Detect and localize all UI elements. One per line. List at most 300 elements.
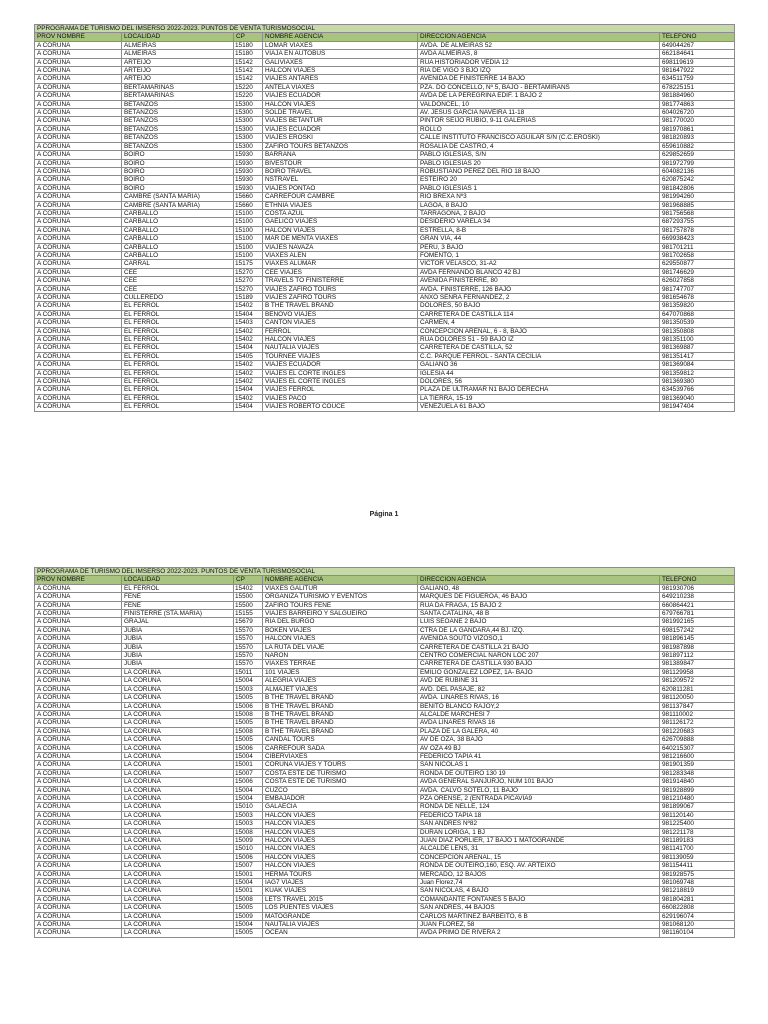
province-cell: A CORUÑA [35, 828, 122, 836]
agency-name-cell: VIAXES ALEN [263, 251, 418, 259]
table-row [35, 929, 735, 937]
table-row [35, 702, 735, 710]
column-header: PROV NOMBRE [35, 33, 122, 41]
table-row [35, 134, 735, 142]
address-cell: PERU, 3 BAJO [418, 243, 660, 251]
locality-cell: CARBALLO [122, 251, 234, 259]
province-cell: A CORUÑA [35, 403, 122, 411]
address-cell: CONCEPCIÓN ARENAL, 6 - 8, BAJO [418, 327, 660, 335]
province-cell: A CORUÑA [35, 887, 122, 895]
province-cell: A CORUÑA [35, 685, 122, 693]
table-row [35, 92, 735, 100]
table-row [35, 710, 735, 718]
table-row [35, 184, 735, 192]
phone-cell: 981901359 [660, 761, 735, 769]
postal-code-cell: 15402 [234, 394, 263, 402]
postal-code-cell: 15001 [234, 887, 263, 895]
province-cell: A CORUÑA [35, 668, 122, 676]
table-row [35, 109, 735, 117]
province-cell: A CORUÑA [35, 618, 122, 626]
postal-code-cell: 15570 [234, 660, 263, 668]
locality-cell: LA CORUÑA [122, 786, 234, 794]
phone-cell: 981369887 [660, 344, 735, 352]
phone-cell: 981216600 [660, 752, 735, 760]
table-row [35, 643, 735, 651]
phone-cell: 981154411 [660, 862, 735, 870]
phone-cell: 981899067 [660, 803, 735, 811]
phone-cell: 981774863 [660, 100, 735, 108]
province-cell: A CORUÑA [35, 125, 122, 133]
province-cell: A CORUÑA [35, 75, 122, 83]
agency-name-cell: ETHNIA VIAJES [263, 201, 418, 209]
postal-code-cell: 15100 [234, 243, 263, 251]
province-cell: A CORUÑA [35, 744, 122, 752]
postal-code-cell: 15570 [234, 626, 263, 634]
postal-code-cell: 15402 [234, 369, 263, 377]
table-row [35, 837, 735, 845]
postal-code-cell: 15175 [234, 260, 263, 268]
address-cell: CARRETERA DE CASTILLA 930 BAJO [418, 660, 660, 668]
postal-code-cell: 15402 [234, 302, 263, 310]
postal-code-cell: 15100 [234, 251, 263, 259]
address-cell: CARRETERA DE CASTILLA 114 [418, 310, 660, 318]
agency-name-cell: VIAJES BETANTUR [263, 117, 418, 125]
locality-cell: FENE [122, 593, 234, 601]
phone-cell: 698157242 [660, 626, 735, 634]
agency-name-cell: VIAJES EROSKI [263, 134, 418, 142]
table-row [35, 895, 735, 903]
locality-cell: LA CORUÑA [122, 702, 234, 710]
agency-name-cell: HALCON VIAJES [263, 862, 418, 870]
agency-name-cell: VIAJES EL CORTE INGLES [263, 378, 418, 386]
agency-name-cell: HALCON VIAJES [263, 635, 418, 643]
locality-cell: LA CORUÑA [122, 929, 234, 937]
table-row [35, 618, 735, 626]
postal-code-cell: 15402 [234, 327, 263, 335]
locality-cell: EL FERROL [122, 584, 234, 592]
address-cell: FEDERICO TAPIA 41 [418, 752, 660, 760]
address-cell: CONCEPCION ARENAL, 15 [418, 853, 660, 861]
column-header: TELEFONO [660, 576, 735, 584]
locality-cell: LA CORUÑA [122, 811, 234, 819]
province-cell: A CORUÑA [35, 117, 122, 125]
locality-cell: FENE [122, 601, 234, 609]
phone-cell: 981701211 [660, 243, 735, 251]
table-row [35, 58, 735, 66]
postal-code-cell: 15100 [234, 226, 263, 234]
agency-name-cell: COSTA ESTE DE TURISMO [263, 769, 418, 777]
address-cell: ALCALDE MARCHESI 7 [418, 710, 660, 718]
table-row [35, 41, 735, 49]
table-row [35, 761, 735, 769]
agency-name-cell: VIAJES ECUADOR [263, 361, 418, 369]
agency-name-cell: BENOVO VIAJES [263, 310, 418, 318]
province-cell: A CORUÑA [35, 820, 122, 828]
postal-code-cell: 15100 [234, 235, 263, 243]
locality-cell: LA CORUÑA [122, 710, 234, 718]
locality-cell: LA CORUÑA [122, 912, 234, 920]
address-cell: CARMEN, 4 [418, 319, 660, 327]
locality-cell: CEE [122, 268, 234, 276]
locality-cell: LA CORUÑA [122, 879, 234, 887]
address-cell: LUIS SEOANE 2 BAJO [418, 618, 660, 626]
table-row [35, 677, 735, 685]
province-cell: A CORUÑA [35, 702, 122, 710]
table-row [35, 83, 735, 91]
locality-cell: EL FERROL [122, 361, 234, 369]
phone-cell: 649044267 [660, 41, 735, 49]
locality-cell: BOIRO [122, 167, 234, 175]
phone-cell: 660864421 [660, 601, 735, 609]
postal-code-cell: 15300 [234, 125, 263, 133]
phone-cell: 981747707 [660, 285, 735, 293]
postal-code-cell: 15007 [234, 769, 263, 777]
agency-name-cell: VIAJES NAVAZA [263, 243, 418, 251]
phone-cell: 662184641 [660, 50, 735, 58]
address-cell: ESTRELLA, 8-B [418, 226, 660, 234]
address-cell: DOLORES, 56 [418, 378, 660, 386]
province-cell: A CORUÑA [35, 895, 122, 903]
province-cell: A CORUÑA [35, 327, 122, 335]
province-cell: A CORUÑA [35, 235, 122, 243]
agency-name-cell: VIAXES ALUMAR [263, 260, 418, 268]
province-cell: A CORUÑA [35, 378, 122, 386]
agency-name-cell: VIAJES ECUADOR [263, 92, 418, 100]
phone-cell: 981160104 [660, 929, 735, 937]
province-cell: A CORUÑA [35, 41, 122, 49]
province-cell: A CORUÑA [35, 794, 122, 802]
agency-name-cell: HALCON VIAJES [263, 100, 418, 108]
postal-code-cell: 15005 [234, 694, 263, 702]
phone-cell: 981702658 [660, 251, 735, 259]
postal-code-cell: 15404 [234, 386, 263, 394]
table-row [35, 794, 735, 802]
province-cell: A CORUÑA [35, 243, 122, 251]
postal-code-cell: 15100 [234, 209, 263, 217]
locality-cell: CAMBRE (SANTA MARIA) [122, 193, 234, 201]
locality-cell: LA CORUÑA [122, 761, 234, 769]
postal-code-cell: 15004 [234, 752, 263, 760]
locality-cell: EL FERROL [122, 369, 234, 377]
agency-name-cell: SOLDE TRAVEL [263, 109, 418, 117]
table-title: PPROGRAMA DE TURISMO DEL IMSERSO 2022-2023. PUNTOS DE VENTA TURISMOSOCIAL [35, 568, 735, 576]
address-cell: AVDA ALMEIRAS, 8 [418, 50, 660, 58]
postal-code-cell: 15004 [234, 794, 263, 802]
locality-cell: LA CORUÑA [122, 752, 234, 760]
agency-name-cell: VIAJES ROBERTO COUCE [263, 403, 418, 411]
postal-code-cell: 15010 [234, 845, 263, 853]
address-cell: PABLO IGLESIAS 1 [418, 184, 660, 192]
page-footer: Página 1 [369, 511, 399, 518]
phone-cell: 629196074 [660, 912, 735, 920]
agency-name-cell: 101 VIAJES [263, 668, 418, 676]
locality-cell: BERTAMARINAS [122, 83, 234, 91]
postal-code-cell: 15180 [234, 41, 263, 49]
phone-cell: 981987898 [660, 643, 735, 651]
province-cell: A CORUÑA [35, 803, 122, 811]
locality-cell: LA CORUÑA [122, 870, 234, 878]
address-cell: CTRA DE LA GÁNDARA,44 BJ. IZQ. [418, 626, 660, 634]
agency-name-cell: COSTA ESTE DE TURISMO [263, 778, 418, 786]
table-row [35, 209, 735, 217]
locality-cell: LA CORUÑA [122, 820, 234, 828]
phone-cell: 649210238 [660, 593, 735, 601]
address-cell: AVENIDA DE FINISTERRE 14 BAJO [418, 75, 660, 83]
province-cell: A CORUÑA [35, 109, 122, 117]
province-cell: A CORUÑA [35, 319, 122, 327]
agency-name-cell: RIA DEL BURGO [263, 618, 418, 626]
address-cell: IGLESIA 44 [418, 369, 660, 377]
address-cell: AV DE OZA, 38 BAJO [418, 736, 660, 744]
postal-code-cell: 15403 [234, 319, 263, 327]
postal-code-cell: 15142 [234, 67, 263, 75]
province-cell: A CORUÑA [35, 853, 122, 861]
phone-cell: 981141700 [660, 845, 735, 853]
phone-cell: 679766781 [660, 610, 735, 618]
address-cell: Juan Florez,74 [418, 879, 660, 887]
locality-cell: BETANZOS [122, 142, 234, 150]
agency-name-cell: VIAJES EL CORTE INGLES [263, 369, 418, 377]
locality-cell: ARTEIJO [122, 75, 234, 83]
address-cell: ROLLO [418, 125, 660, 133]
phone-cell: 981351100 [660, 336, 735, 344]
province-cell: A CORUÑA [35, 652, 122, 660]
locality-cell: JUBIA [122, 643, 234, 651]
phone-cell: 634511759 [660, 75, 735, 83]
province-cell: A CORUÑA [35, 769, 122, 777]
postal-code-cell: 15008 [234, 828, 263, 836]
locality-cell: EL FERROL [122, 302, 234, 310]
province-cell: A CORUÑA [35, 260, 122, 268]
phone-cell: 981928575 [660, 870, 735, 878]
address-cell: DOLORES, 50 BAJO [418, 302, 660, 310]
table-row [35, 853, 735, 861]
province-cell: A CORUÑA [35, 870, 122, 878]
locality-cell: LA CORUÑA [122, 853, 234, 861]
address-cell: DESIDERIO VARELA 34 [418, 218, 660, 226]
locality-cell: EL FERROL [122, 327, 234, 335]
address-cell: SAN ANDRES, 44 BAJOS [418, 904, 660, 912]
phone-cell: 981654678 [660, 294, 735, 302]
province-cell: A CORUÑA [35, 601, 122, 609]
table-row [35, 125, 735, 133]
address-cell: ANXO SENRA FERNANDEZ, 2 [418, 294, 660, 302]
address-cell: SAN ANDRES Nº82 [418, 820, 660, 828]
phone-cell: 981359820 [660, 302, 735, 310]
agency-name-cell: GALIVIAXES [263, 58, 418, 66]
address-cell: COMANDANTE FONTANES 5 BAJO [418, 895, 660, 903]
locality-cell: LA CORUÑA [122, 744, 234, 752]
table-row [35, 394, 735, 402]
postal-code-cell: 15003 [234, 685, 263, 693]
table-row [35, 142, 735, 150]
address-cell: RONDA DE OUTEIRO,160, ESQ. AV. ARTEIXO [418, 862, 660, 870]
column-header: CP [234, 576, 263, 584]
postal-code-cell: 15300 [234, 109, 263, 117]
locality-cell: LA CORUÑA [122, 719, 234, 727]
agency-name-cell: HALCON VIAJES [263, 811, 418, 819]
postal-code-cell: 15402 [234, 584, 263, 592]
locality-cell: BOIRO [122, 151, 234, 159]
postal-code-cell: 15570 [234, 643, 263, 651]
address-cell: PABLO IGLESIAS, S/N [418, 151, 660, 159]
province-cell: A CORUÑA [35, 904, 122, 912]
postal-code-cell: 15142 [234, 58, 263, 66]
province-cell: A CORUÑA [35, 912, 122, 920]
address-cell: CARRETERA DE CASTILLA, 52 [418, 344, 660, 352]
agency-name-cell: VIAJES BARREIRO Y SALGUEIRO [263, 610, 418, 618]
province-cell: A CORUÑA [35, 811, 122, 819]
address-cell: PABLO IGLESIAS 20 [418, 159, 660, 167]
postal-code-cell: 15404 [234, 344, 263, 352]
phone-cell: 981283348 [660, 769, 735, 777]
address-cell: BENITO BLANCO RAJOY,2 [418, 702, 660, 710]
phone-cell: 981350539 [660, 319, 735, 327]
table-row [35, 361, 735, 369]
locality-cell: LA CORUÑA [122, 685, 234, 693]
address-cell: AVDA. CALVO SOTELO, 11 BAJO [418, 786, 660, 794]
table-row [35, 778, 735, 786]
postal-code-cell: 15405 [234, 352, 263, 360]
agency-name-cell: ZAFIRO TOURS BETANZOS [263, 142, 418, 150]
postal-code-cell: 15005 [234, 736, 263, 744]
locality-cell: ARTEIJO [122, 58, 234, 66]
province-cell: A CORUÑA [35, 336, 122, 344]
phone-cell: 981896145 [660, 635, 735, 643]
province-cell: A CORUÑA [35, 344, 122, 352]
agency-name-cell: OCEAN [263, 929, 418, 937]
postal-code-cell: 15930 [234, 167, 263, 175]
table-row [35, 167, 735, 175]
agency-name-cell: HALCON VIAJES [263, 845, 418, 853]
phone-cell: 981359812 [660, 369, 735, 377]
province-cell: A CORUÑA [35, 837, 122, 845]
address-cell: VENEZUELA 61 BAJO [418, 403, 660, 411]
province-cell: A CORUÑA [35, 193, 122, 201]
address-cell: SAN NICOLAS, 4 BAJO [418, 887, 660, 895]
table-row [35, 904, 735, 912]
phone-cell: 981884960 [660, 92, 735, 100]
province-cell: A CORUÑA [35, 929, 122, 937]
postal-code-cell: 15402 [234, 378, 263, 386]
province-cell: A CORUÑA [35, 352, 122, 360]
table-row [35, 151, 735, 159]
table-row [35, 319, 735, 327]
table-row [35, 685, 735, 693]
locality-cell: ALMEIRAS [122, 50, 234, 58]
postal-code-cell: 15001 [234, 870, 263, 878]
locality-cell: CULLEREDO [122, 294, 234, 302]
locality-cell: EL FERROL [122, 394, 234, 402]
province-cell: A CORUÑA [35, 694, 122, 702]
agency-name-cell: TOURNEE VIAJES [263, 352, 418, 360]
phone-cell: 981820893 [660, 134, 735, 142]
address-cell: PLAZA DE LA GALERA, 40 [418, 727, 660, 735]
postal-code-cell: 15005 [234, 929, 263, 937]
phone-cell: 981126172 [660, 719, 735, 727]
address-cell: LAGOA, 8 BAJO [418, 201, 660, 209]
postal-code-cell: 15300 [234, 100, 263, 108]
address-cell: AVD. DEL PASAJE, 82 [418, 685, 660, 693]
locality-cell: JUBIA [122, 635, 234, 643]
table-row [35, 159, 735, 167]
postal-code-cell: 15007 [234, 862, 263, 870]
address-cell: AVDA LINARES RIVAS 16 [418, 719, 660, 727]
address-cell: PZA. DO CONCELLO, Nº 5, BAJO - BERTAMIRÁNS [418, 83, 660, 91]
agency-name-cell: VIAJES ZAFIRO TOURS [263, 294, 418, 302]
address-cell: AV OZA 49 BJ [418, 744, 660, 752]
postal-code-cell: 15008 [234, 710, 263, 718]
locality-cell: EL FERROL [122, 344, 234, 352]
province-cell: A CORUÑA [35, 294, 122, 302]
locality-cell: BETANZOS [122, 109, 234, 117]
phone-cell: 981757878 [660, 226, 735, 234]
province-cell: A CORUÑA [35, 277, 122, 285]
table-row [35, 50, 735, 58]
table-row [35, 744, 735, 752]
phone-cell: 981218819 [660, 887, 735, 895]
address-cell: AVD DE RUBINE 31 [418, 677, 660, 685]
agency-name-cell: CARREFOUR SADA [263, 744, 418, 752]
postal-code-cell: 15300 [234, 117, 263, 125]
table-row [35, 235, 735, 243]
province-cell: A CORUÑA [35, 142, 122, 150]
address-cell: GRAN VIA, 44 [418, 235, 660, 243]
agency-name-cell: HERMA TOURS [263, 870, 418, 878]
table-row [35, 201, 735, 209]
locality-cell: BOIRO [122, 159, 234, 167]
agency-name-cell: LOMAR VIAXES [263, 41, 418, 49]
postal-code-cell: 15009 [234, 912, 263, 920]
province-cell: A CORUÑA [35, 167, 122, 175]
locality-cell: EL FERROL [122, 310, 234, 318]
table-row [35, 260, 735, 268]
agency-name-cell: NARON [263, 652, 418, 660]
agency-name-cell: HALCON VIAJES [263, 67, 418, 75]
address-cell: MERCADO, 12 BAJOS [418, 870, 660, 878]
column-header: NOMBRE AGENCIA [263, 576, 418, 584]
address-cell: CENTRO COMERCIAL NARON LOC 207 [418, 652, 660, 660]
postal-code-cell: 15930 [234, 184, 263, 192]
agency-name-cell: VIAJES PONTAO [263, 184, 418, 192]
table-row [35, 584, 735, 592]
postal-code-cell: 15004 [234, 786, 263, 794]
locality-cell: EL FERROL [122, 319, 234, 327]
address-cell: ALCALDE LENS, 31 [418, 845, 660, 853]
table-row [35, 336, 735, 344]
locality-cell: LA CORUÑA [122, 794, 234, 802]
province-cell: A CORUÑA [35, 251, 122, 259]
agency-name-cell: HALCON VIAJES [263, 828, 418, 836]
phone-cell: 981129958 [660, 668, 735, 676]
column-header: DIRECCION AGENCIA [418, 576, 660, 584]
phone-cell: 647070868 [660, 310, 735, 318]
table-row [35, 251, 735, 259]
agency-name-cell: CANTON VIAJES [263, 319, 418, 327]
phone-cell: 981209572 [660, 677, 735, 685]
postal-code-cell: 15660 [234, 193, 263, 201]
agency-name-cell: HALCON VIAJES [263, 336, 418, 344]
address-cell: FOMENTO, 1 [418, 251, 660, 259]
column-header: TELEFONO [660, 33, 735, 41]
table-row [35, 302, 735, 310]
agency-name-cell: GALAECIA [263, 803, 418, 811]
table-row [35, 828, 735, 836]
address-cell: RIO BREXA Nº3 [418, 193, 660, 201]
agency-name-cell: FERROL [263, 327, 418, 335]
province-cell: A CORUÑA [35, 710, 122, 718]
province-cell: A CORUÑA [35, 285, 122, 293]
